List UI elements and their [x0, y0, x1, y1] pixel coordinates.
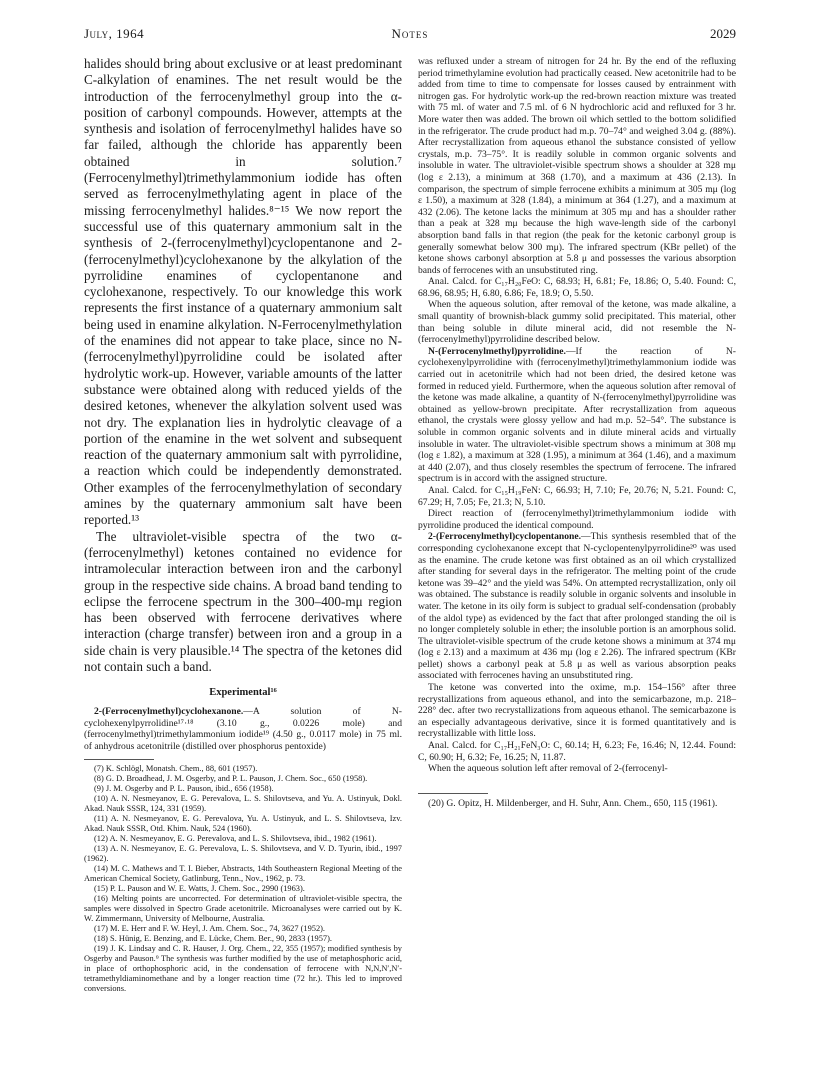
footnote: (18) S. Hünig, E. Benzing, and E. Lücke, Chem. Ber., 90, 2833 (1957).: [94, 933, 332, 943]
footnote: (19) J. K. Lindsay and C. R. Hauser, J. Org. Chem., 22, 355 (1957); modified synthesis by Osgerby and Pauson.⁹ The synthesis was further modified by the use of metaphosphoric acid, in place of orthophosphoric acid, in the condensation of ferrocene with N,N,N′,N′-tetramethyldiaminomethane and by a longer reaction time (72 hr.). This led to improved conversions.: [84, 943, 402, 993]
compound-title: 2-(Ferrocenylmethyl)cyclohexanone.: [94, 706, 244, 718]
paragraph-body: —A solution of N-cyclohexenylpyrrolidine¹⁷·¹⁸ (3.10 g., 0.0226 mole) and (ferrocenylmethyl)trimethylammonium iodide¹⁹ (4.50 g., 0.0117 mole) in 75 ml. of anhydrous acetonitrile (distilled over phosphorus pentoxide): [84, 706, 402, 753]
paragraph-body: Direct reaction of (ferrocenylmethyl)trimethylammonium iodide with pyrrolidine produced the identical compound.: [418, 508, 736, 531]
footnote: (16) Melting points are uncorrected. For determination of ultraviolet-visible spectra, the samples were dissolved in Spectro Grade acetonitrile. Microanalyses were carried out by K. W. Zimmermann, University of Melbourne, Australia.: [84, 893, 402, 923]
analysis-paragraph: [418, 276, 736, 299]
header-date: July, 1964: [84, 26, 145, 41]
footnote: (12) A. N. Nesmeyanov, E. G. Perevalova, and L. S. Shilovtseva, ibid., 1982 (1961).: [94, 833, 377, 843]
experimental-paragraph: [418, 682, 736, 740]
footnote: (9) J. M. Osgerby and P. L. Pauson, ibid., 656 (1958).: [94, 783, 274, 793]
intro-paragraph: halides should bring about exclusive or at least predominant C-alkylation of enamines. The net result would be the introduction of the ferrocenylmethyl group into the α-position of carbonyl compounds. However, attempts at the synthesis and isolation of ferrocenylmethyl halides have so far failed, although the chloride has apparently been obtained in solution.⁷ (Ferrocenylmethyl)trimethylammonium iodide has often served as ferrocenylmethylating agent in place of the missing ferrocenylmethyl halides.⁸⁻¹⁵ We now report the successful use of this quaternary ammonium salt in the synthesis of 2-(ferrocenylmethyl)cyclopentanone and 2-(ferrocenylmethyl)cyclohexanone by the alkylation of the pyrrolidine enamines of cyclopentanone and cyclohexanone, respectively. To our knowledge this work represents the first instance of a quaternary ammonium salt being used in enamine alkylation. N-Ferrocenylmethylation of the enamines did not appear to take place, since no N-(ferrocenylmethyl)pyrrolidine could be isolated after hydrolytic work-up. However, variable amounts of the latter substance were obtained along with reduced yields of the desired ketones, whenever the alkylation solvent used was not dry. The explanation lies in hydrolytic cleavage of a portion of the enamine in the wet solvent and subsequent reaction of the quaternary ammonium salt with pyrrolidine, a reaction which could be independently demonstrated. Other examples of the ferrocenylmethylation of secondary amines by the quaternary ammonium salt have been reported.¹³: [84, 56, 402, 528]
experimental-paragraph: [84, 706, 402, 752]
paragraph-body: —If the reaction of N-cyclohexenylpyrrolidine with (ferrocenylmethyl)trimethylammonium iodide was carried out in acetonitrile which had not been dried, the desired ketone was formed in reduced yield. Furthermore, when the aqueous solution after removal of the ketone was made alkaline, a quantity of N-(ferrocenylmethyl)pyrrolidine was obtained as yellow-brown precipitate. After recrystallization from aqueous ethanol, the crystals were glossy yellow and had m.p. 52–54°. The substance is soluble in common organic solvents and in dilute mineral acids and virtually insoluble in water. The ultraviolet-visible spectrum shows a minimum at 308 mμ (log ε 1.82), a maximum at 328 (1.95), a minimum at 364 (1.46), and a maximum at 440 (2.07), and thus closely resembles the spectrum of ferrocene. The infrared spectrum is in accord with the assigned structure.: [418, 345, 736, 485]
experimental-text: [84, 706, 402, 752]
paragraph-body: When the aqueous solution, after removal of the ketone, was made alkaline, a small quantity of brownish-black gummy solid precipitated. This material, other than being soluble in dilute mineral acid, did not resemble the N-(ferrocenylmethyl)pyrrolidine described below.: [418, 299, 736, 346]
footnote: (11) A. N. Nesmeyanov, E. G. Perevalova, Yu. A. Ustinyuk, and L. S. Shilovtseva, Izv. Akad. Nauk SSSR, Otd. Khim. Nauk, 524 (1960).: [84, 813, 402, 833]
experimental-paragraph: [418, 508, 736, 531]
footnote: (8) G. D. Broadhead, J. M. Osgerby, and P. L. Pauson, J. Chem. Soc., 650 (1958).: [94, 773, 368, 783]
footnote: (20) G. Opitz, H. Mildenberger, and H. Suhr, Ann. Chem., 650, 115 (1961).: [428, 797, 718, 809]
compound-title: N-(Ferrocenylmethyl)pyrrolidine.: [428, 345, 566, 357]
footnote: (10) A. N. Nesmeyanov, E. G. Perevalova, L. S. Shilovtseva, and Yu. A. Ustinyuk, Dokl. Akad. Nauk SSSR, 124, 331 (1959).: [84, 793, 402, 813]
footnote: (7) K. Schlögl, Monatsh. Chem., 88, 601 (1957).: [94, 763, 258, 773]
paragraph-body: When the aqueous solution left after removal of 2-(ferrocenyl-: [428, 763, 668, 775]
experimental-paragraph: [418, 299, 736, 345]
intro-paragraph: The ultraviolet-visible spectra of the two α-(ferrocenylmethyl) ketones contained no evidence for intramolecular interaction between iron and the carbonyl group in the respective side chains. A broad band tending to eclipse the ferrocene spectrum in the 300–400-mμ region has been observed with ferrocene derivatives where interaction (charge transfer) between iron and a group in a side chain is very plausible.¹⁴ The spectra of the ketones did not contain such a band.: [84, 528, 402, 674]
paragraph-body: The ketone was converted into the oxime, m.p. 154–156° after three recrystallizations from aqueous ethanol, and into the semicarbazone, m.p. 218–228° dec. after two recrystallizations from aqueous ethanol. The semicarbazone is an especially advantageous derivative, since it is formed quantitatively and is recrystallizable with little loss.: [418, 682, 736, 740]
paragraph-body: was refluxed under a stream of nitrogen for 24 hr. By the end of the refluxing period trimethylamine evolution had practically ceased. New acetonitrile had to be added from time to time to compensate for losses caused by entrainment with nitrogen gas. For hydrolytic work-up the red-brown reaction mixture was treated with 75 ml. of water and 7.5 ml. of 6 N hydrochloric acid and refluxed for 3 hr. More water then was added. The brown oil which settled to the bottom solidified in the refrigerator. The crude product had m.p. 70–74° and weighed 3.04 g. (88%). After recrystallization from aqueous ethanol the substance consisted of yellow crystals, m.p. 73–75°. It is readily soluble in common organic solvents and insoluble in water. The ultraviolet-visible spectrum shows a shoulder at 328 mμ (log ε 2.13), a minimum at 368 (1.70), and a maximum at 436 (2.13). In comparison, the spectrum of simple ferrocene exhibits a minimum at 305 mμ (log ε 1.50), a maximum at 328 (1.84), a minimum at 364 (1.27), and a maximum at 432 (2.06). The ketone lacks the minimum at 305 mμ and has a shoulder rather than a peak at 328 mμ because the high wave-length side of the carbonyl absorption band falls in that region (the peak for the ketonic carbonyl group is generally somewhat below 300 mμ). The infrared spectrum (KBr pellet) of the ketone shows carbonyl absorption at 5.8 μ and possesses the various absorption bands of ferrocenes with an unsubstituted ring.: [418, 56, 736, 276]
paragraph-body: Anal. Calcd. for C₁₇H₂₀FeO: C, 68.93; H, 6.81; Fe, 18.86; O, 5.40. Found: C, 68.96, 68.95; H, 6.80, 6.86; Fe, 18.9; O, 5.50.: [418, 276, 736, 299]
paragraph-body: Anal. Calcd. for C₁₅H₁₉FeN: C, 66.93; H, 7.10; Fe, 20.76; N, 5.21. Found: C, 67.29; H, 7.05; Fe, 21.3; N, 5.10.: [418, 484, 736, 508]
footnote-divider: [84, 759, 154, 760]
running-header: [84, 26, 736, 44]
analysis-paragraph: [418, 740, 736, 763]
right-column: [418, 56, 736, 809]
left-column: [84, 56, 402, 994]
experimental-paragraph: [418, 531, 736, 682]
experimental-paragraph: [418, 56, 736, 276]
experimental-paragraph: [418, 346, 736, 485]
experimental-paragraph: [418, 763, 736, 775]
footnote: (14) M. C. Mathews and T. I. Bieber, Abstracts, 14th Southeastern Regional Meeting of the American Chemical Society, Gatlinburg, Tenn., Nov., 1962, p. 73.: [84, 863, 402, 883]
footnote: (17) M. E. Herr and F. W. Heyl, J. Am. Chem. Soc., 74, 3627 (1952).: [94, 923, 326, 933]
header-section: Notes: [391, 26, 429, 41]
header-page-number: 2029: [710, 26, 736, 41]
footnote-divider: [418, 793, 488, 794]
footnote: (13) A. N. Nesmeyanov, E. G. Perevalova, L. S. Shilovtseva, and V. D. Tyurin, ibid., 1997 (1962).: [84, 843, 402, 863]
intro-text: [84, 56, 402, 675]
footnote: (15) P. L. Pauson and W. E. Watts, J. Chem. Soc., 2990 (1963).: [94, 883, 305, 893]
compound-title: 2-(Ferrocenylmethyl)cyclopentanone.: [428, 531, 582, 543]
experimental-heading: Experimental¹⁶: [209, 687, 277, 699]
footnotes: [84, 764, 402, 994]
paragraph-body: —This synthesis resembled that of the corresponding cyclohexanone except that N-cyclopentenylpyrrolidine²⁰ was used as the enamine. The crude ketone was first obtained as an oil which crystallized after standing for several days in the refrigerator. The melting point of the crude ketone was 39–42° and the yield was 54%. On attempted recrystallization, only oil was obtained. The substance is readily soluble in organic solvents and insoluble in water. The ketone in its oily form is subject to gradual self-condensation (probably of the aldol type) as evidenced by the fact that after prolonged standing the oil is no longer completely soluble in ether; the insoluble portion is an amorphous solid. The ultraviolet-visible spectrum of the crude ketone shows a minimum at 374 mμ (log ε 2.13) and a maximum at 436 mμ (log ε 2.26). The infrared spectrum (KBr pellet) shows a carbonyl peak at 5.8 μ as well as various absorption peaks associated with ferrocenes having an unsubstituted ring.: [418, 531, 736, 682]
paragraph-body: Anal. Calcd. for C₁₇H₂₁FeN₃O: C, 60.14; H, 6.23; Fe, 16.46; N, 12.44. Found: C, 60.90; H, 6.32; Fe, 16.25; N, 11.87.: [418, 740, 736, 763]
analysis-paragraph: [418, 485, 736, 508]
